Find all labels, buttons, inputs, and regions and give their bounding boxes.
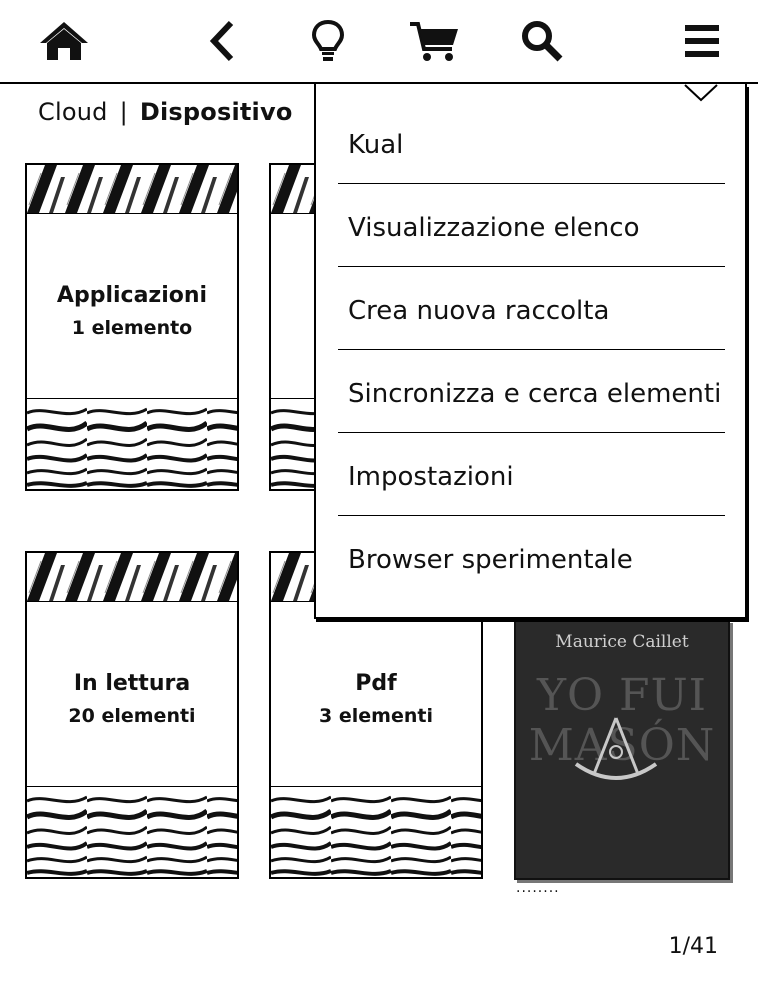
menu-divider: [338, 183, 725, 184]
menu-caret-icon: [684, 84, 718, 102]
pages-texture: [27, 165, 237, 214]
menu-divider: [338, 349, 725, 350]
menu-item-sync[interactable]: Sincronizza e cerca elementi: [348, 379, 722, 409]
collection-count: 1 elemento: [71, 317, 193, 339]
collection-count: 3 elementi: [319, 705, 433, 727]
lightbulb-icon[interactable]: [302, 18, 354, 64]
collection-count: 20 elementi: [68, 705, 196, 727]
collection-title: Pdf: [355, 671, 397, 696]
book-title-line2: MASÓN: [528, 720, 716, 771]
collection-title: Applicazioni: [56, 283, 208, 308]
reading-progress-dots: ........: [516, 880, 560, 896]
collection-title: In lettura: [73, 671, 191, 696]
pages-texture: [271, 786, 481, 877]
menu-divider: [338, 432, 725, 433]
collection-tile[interactable]: [25, 551, 239, 879]
menu-item-settings[interactable]: Impostazioni: [348, 462, 514, 492]
library-filter: [38, 98, 330, 126]
home-icon[interactable]: [38, 18, 90, 64]
back-icon[interactable]: [196, 18, 248, 64]
page-indicator: 1/41: [668, 934, 718, 959]
pages-texture: [27, 398, 237, 489]
compass-emblem-icon: [556, 714, 676, 786]
collection-tile[interactable]: [25, 163, 239, 491]
pages-texture: [27, 786, 237, 877]
menu-icon[interactable]: [676, 18, 728, 64]
menu-divider: [338, 266, 725, 267]
pages-texture: [27, 553, 237, 602]
book-author: Maurice Caillet: [555, 632, 689, 652]
cart-icon[interactable]: [408, 18, 460, 64]
menu-item-kual[interactable]: Kual: [348, 130, 404, 160]
menu-item-new-collection[interactable]: Crea nuova raccolta: [348, 296, 610, 326]
top-toolbar: [0, 0, 758, 84]
filter-device[interactable]: Dispositivo: [139, 98, 293, 126]
menu-item-experimental-browser[interactable]: Browser sperimentale: [348, 545, 633, 575]
search-icon[interactable]: [516, 18, 568, 64]
menu-divider: [338, 515, 725, 516]
overflow-menu: [314, 84, 747, 619]
separator: |: [119, 98, 128, 126]
book-title-line1: YO FUI: [536, 670, 708, 721]
menu-item-list-view[interactable]: Visualizzazione elenco: [348, 213, 640, 243]
book-cover[interactable]: [514, 620, 730, 880]
filter-cloud[interactable]: Cloud: [38, 98, 108, 126]
